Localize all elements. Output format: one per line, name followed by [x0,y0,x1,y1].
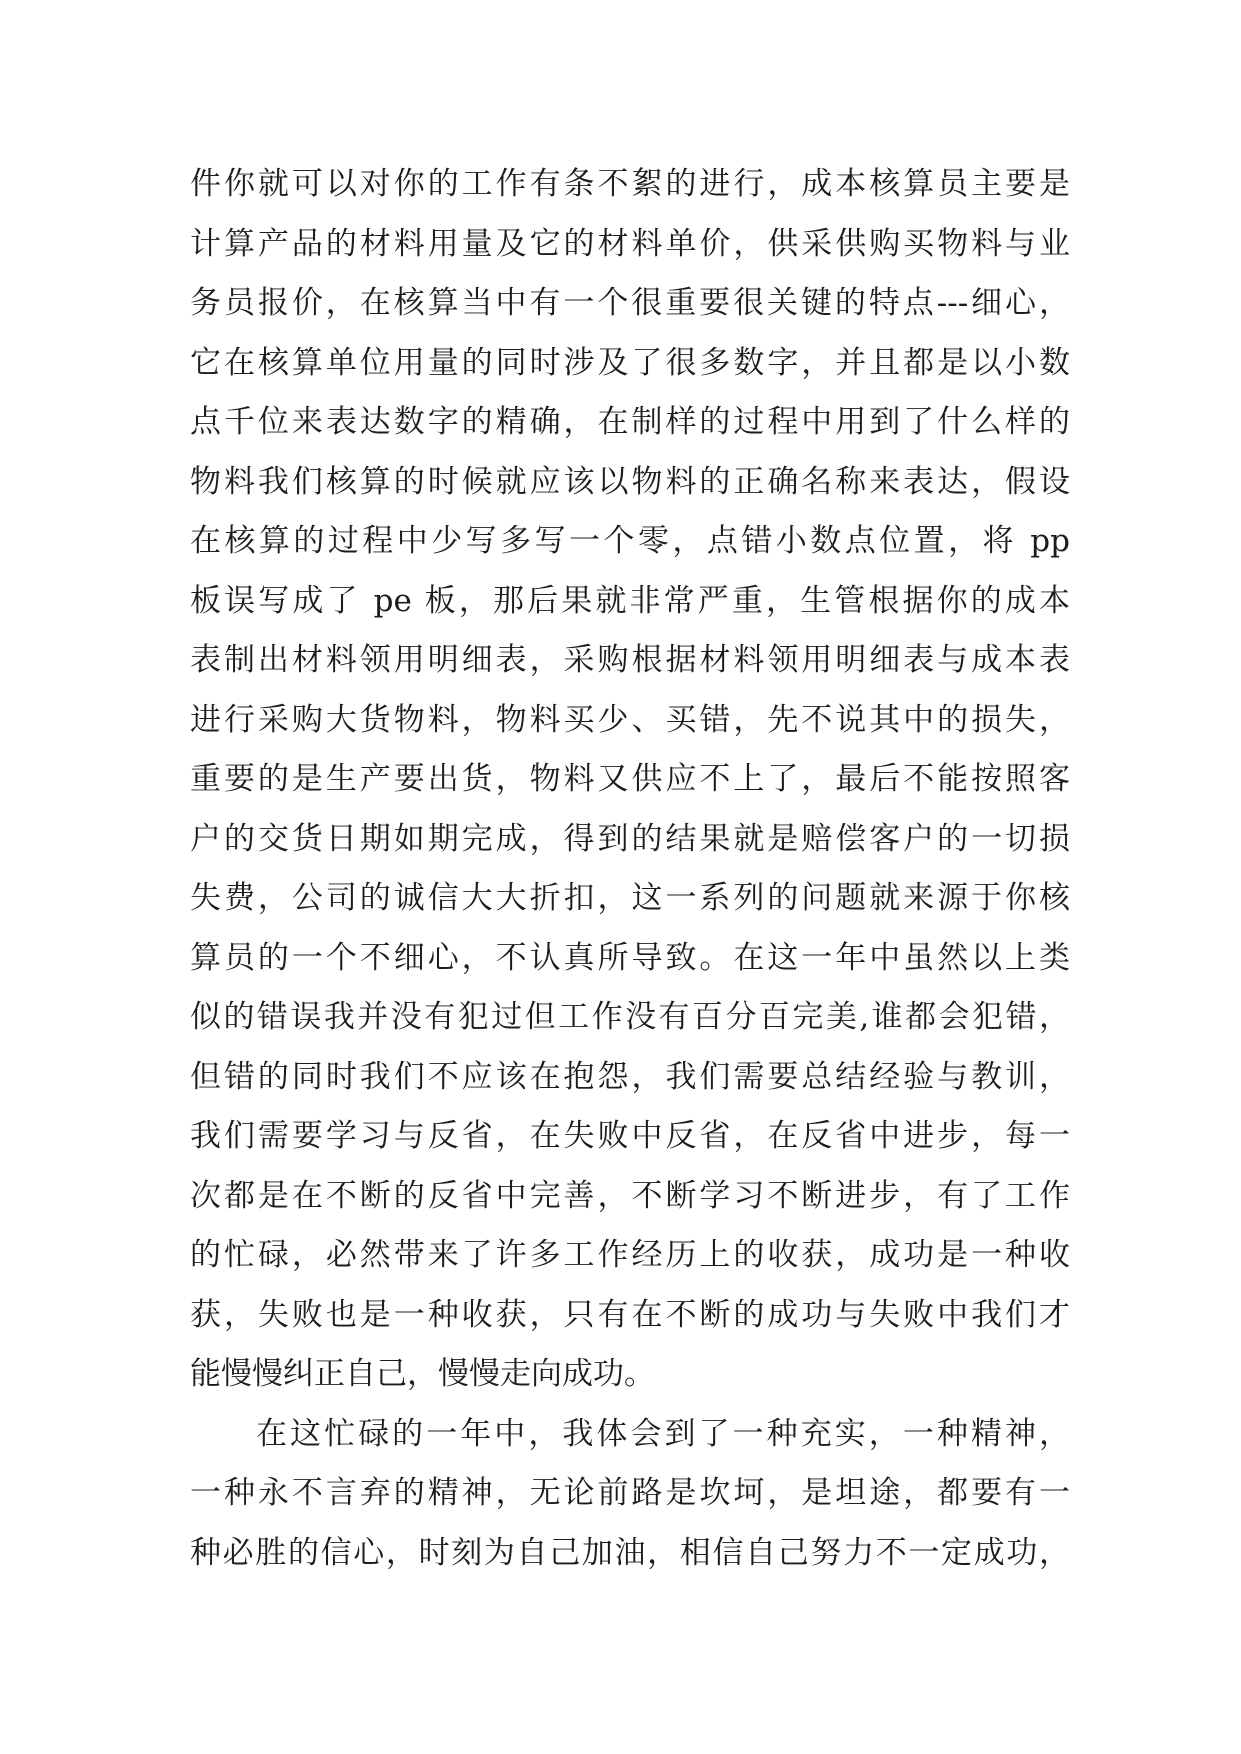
text-line: 务员报价，在核算当中有一个很重要很关键的特点---细心， [190,285,1070,321]
text-line: 板误写成了 pe 板，那后果就非常严重，生管根据你的成本 [190,582,1070,619]
text-line: 能慢慢纠正自己，慢慢走向成功。 [190,1356,655,1392]
text-line: 似的错误我并没有犯过但工作没有百分百完美,谁都会犯错， [190,999,1070,1035]
text-line: 进行采购大货物料，物料买少、买错，先不说其中的损失， [190,701,1070,738]
paragraph-1 [190,155,1070,1405]
text-line: 重要的是生产要出货，物料又供应不上了，最后不能按照客 [190,761,1070,797]
text-line: 点千位来表达数字的精确，在制样的过程中用到了什么样的 [190,404,1070,440]
text-line: 失费，公司的诚信大大折扣，这一系列的问题就来源于你核 [190,880,1070,916]
text-line: 在核算的过程中少写多写一个零，点错小数点位置，将 pp [190,523,1070,559]
body-text [190,155,1070,1583]
text-line: 在这忙碌的一年中，我体会到了一种充实，一种精神， [256,1415,1070,1452]
text-line: 算员的一个不细心，不认真所导致。在这一年中虽然以上类 [190,939,1070,976]
text-line: 表制出材料领用明细表，采购根据材料领用明细表与成本表 [190,642,1070,678]
text-line: 户的交货日期如期完成，得到的结果就是赔偿客户的一切损 [190,820,1070,857]
text-line: 获，失败也是一种收获，只有在不断的成功与失败中我们才 [190,1296,1070,1333]
text-line: 的忙碌，必然带来了许多工作经历上的收获，成功是一种收 [190,1237,1070,1273]
text-line: 一种永不言弃的精神，无论前路是坎坷，是坦途，都要有一 [190,1475,1070,1511]
text-line: 我们需要学习与反省，在失败中反省，在反省中进步，每一 [190,1118,1070,1154]
text-line: 物料我们核算的时候就应该以物料的正确名称来表达，假设 [190,463,1070,500]
text-line: 计算产品的材料用量及它的材料单价，供采供购买物料与业 [190,225,1070,262]
text-line: 次都是在不断的反省中完善，不断学习不断进步，有了工作 [190,1177,1070,1214]
paragraph-2 [190,1405,1070,1584]
text-line: 件你就可以对你的工作有条不絮的进行，成本核算员主要是 [190,166,1070,202]
text-line: 种必胜的信心，时刻为自己加油，相信自己努力不一定成功， [190,1534,1070,1571]
text-line: 它在核算单位用量的同时涉及了很多数字，并且都是以小数 [190,344,1070,381]
text-line: 但错的同时我们不应该在抱怨，我们需要总结经验与教训， [190,1058,1070,1095]
